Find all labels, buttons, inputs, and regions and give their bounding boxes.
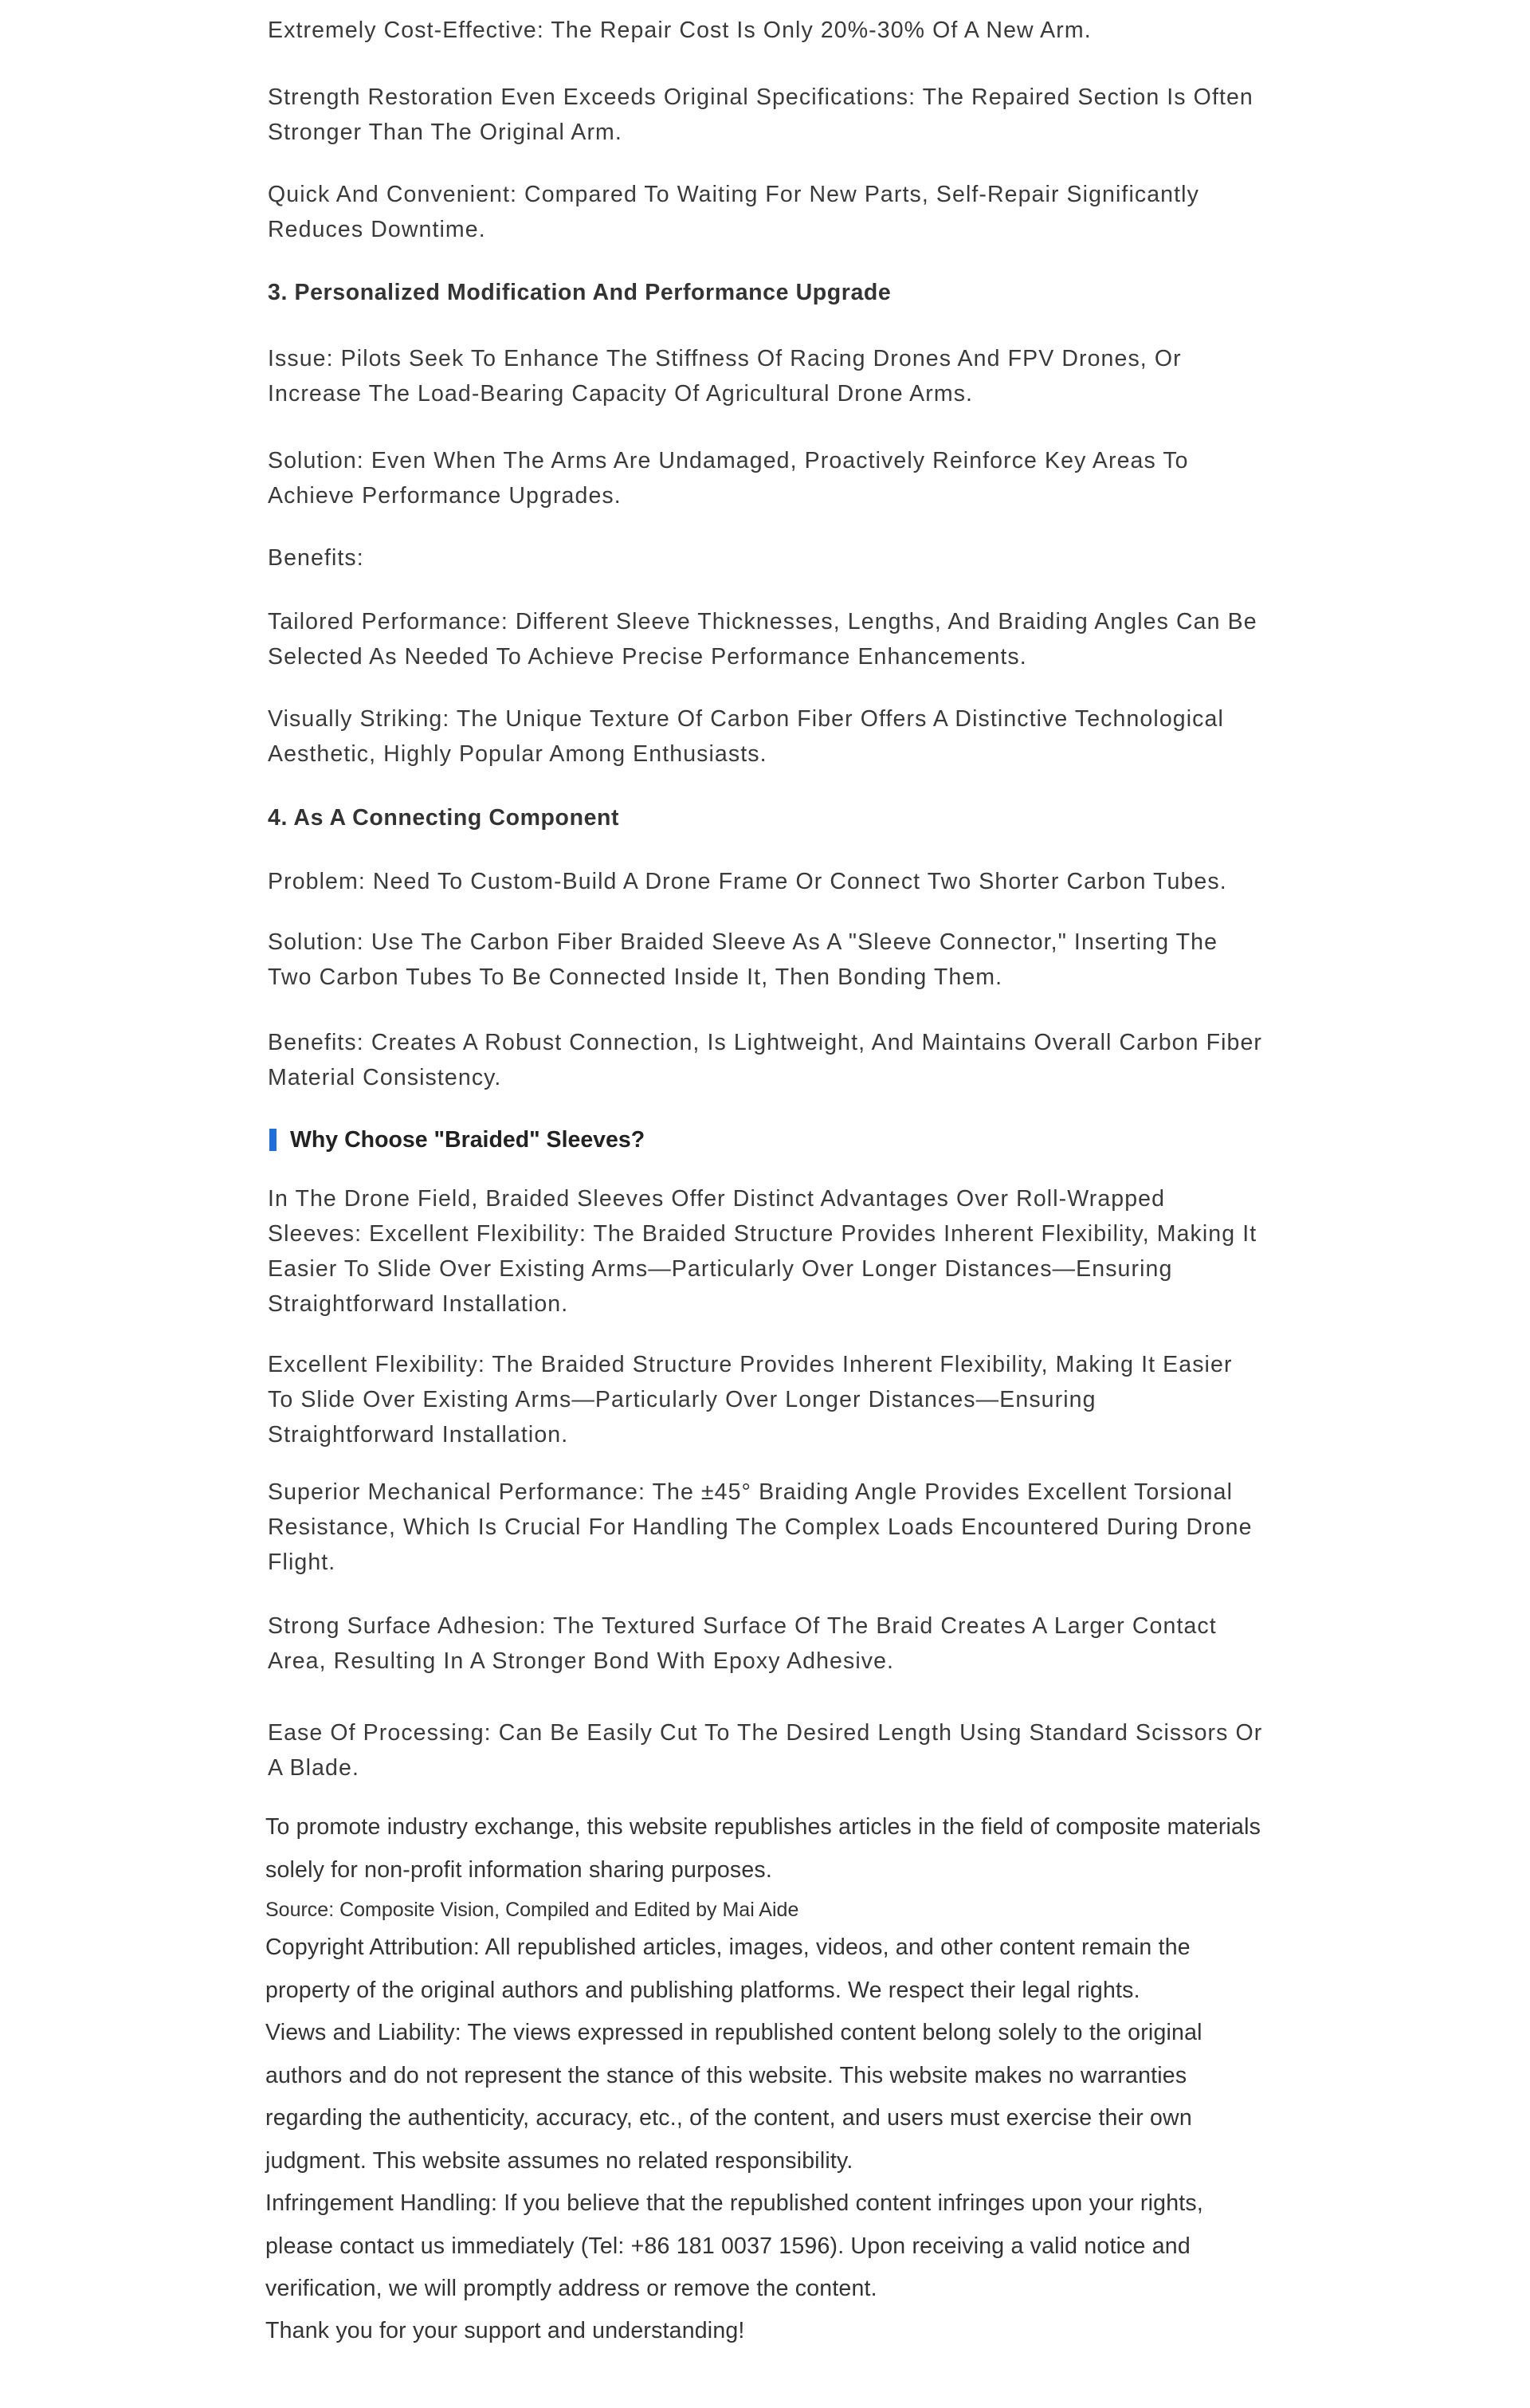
paragraph-benefits-3: Benefits:: [268, 545, 364, 571]
paragraph-solution-4: Solution: Use The Carbon Fiber Braided Sleeve As A "Sleeve Connector," Inserting The Two Carbon Tubes To Be Connected Inside It, Then Bonding Them.: [268, 929, 1218, 990]
footer-views-liability: Views and Liability: The views expressed in republished content belong solely to the original authors and do not represent the stance of this website. This website makes no warranties regarding the authenticity, accuracy, etc., of the content, and users must exercise their own judgment. This website assumes no related responsibility.: [265, 2020, 1202, 2174]
paragraph-quick-convenient: Quick And Convenient: Compared To Waiting For New Parts, Self-Repair Significantly Reduces Downtime.: [268, 182, 1199, 242]
heading-why-braided-text: Why Choose "Braided" Sleeves?: [290, 1127, 645, 1153]
paragraph-surface-adhesion: Strong Surface Adhesion: The Textured Surface Of The Braid Creates A Larger Contact Area, Resulting In A Stronger Bond With Epoxy Adhesive.: [268, 1613, 1217, 1674]
paragraph-visually-striking: Visually Striking: The Unique Texture Of Carbon Fiber Offers A Distinctive Technological Aesthetic, Highly Popular Among Enthusiasts.: [268, 706, 1224, 767]
heading-accent-bar: [269, 1129, 277, 1151]
paragraph-strength-restoration: Strength Restoration Even Exceeds Original Specifications: The Repaired Section Is Often Stronger Than The Original Arm.: [268, 84, 1253, 145]
paragraph-cost-effective: Extremely Cost-Effective: The Repair Cost Is Only 20%-30% Of A New Arm.: [268, 18, 1092, 43]
paragraph-problem: Problem: Need To Custom-Build A Drone Frame Or Connect Two Shorter Carbon Tubes.: [268, 869, 1227, 894]
paragraph-mechanical-performance: Superior Mechanical Performance: The ±45° Braiding Angle Provides Excellent Torsional Resistance, Which Is Crucial For Handling The Complex Loads Encountered During Drone Flight.: [268, 1479, 1253, 1575]
paragraph-excellent-flexibility: Excellent Flexibility: The Braided Structure Provides Inherent Flexibility, Making It Easier To Slide Over Existing Arms—Particularly Over Longer Distances—Ensuring Straightforward Installation.: [268, 1352, 1233, 1448]
footer-infringement: Infringement Handling: If you believe that the republished content infringes upon your rights, please contact us immediately (Tel: +86 181 0037 1596). Upon receiving a valid notice and verification, we will promptly address or remove the content.: [265, 2190, 1203, 2301]
paragraph-benefits-4: Benefits: Creates A Robust Connection, Is Lightweight, And Maintains Overall Carbon Fiber Material Consistency.: [268, 1030, 1263, 1090]
footer-promote-notice: To promote industry exchange, this website republishes articles in the field of composite materials solely for non-profit information sharing purposes.: [265, 1814, 1261, 1883]
paragraph-ease-of-processing: Ease Of Processing: Can Be Easily Cut To The Desired Length Using Standard Scissors Or A Blade.: [268, 1720, 1263, 1781]
paragraph-issue: Issue: Pilots Seek To Enhance The Stiffness Of Racing Drones And FPV Drones, Or Increase The Load-Bearing Capacity Of Agricultural Drone Arms.: [268, 346, 1182, 407]
paragraph-solution-3: Solution: Even When The Arms Are Undamaged, Proactively Reinforce Key Areas To Achieve Performance Upgrades.: [268, 448, 1189, 509]
footer-copyright: Copyright Attribution: All republished articles, images, videos, and other content remain the property of the original authors and publishing platforms. We respect their legal rights.: [265, 1935, 1191, 2003]
paragraph-tailored-performance: Tailored Performance: Different Sleeve Thicknesses, Lengths, And Braiding Angles Can Be Selected As Needed To Achieve Precise Performance Enhancements.: [268, 609, 1257, 670]
heading-section-4: 4. As A Connecting Component: [268, 805, 620, 831]
footer-thanks: Thank you for your support and understanding!: [265, 2318, 745, 2343]
heading-section-3: 3. Personalized Modification And Performance Upgrade: [268, 280, 892, 305]
footer-source: Source: Composite Vision, Compiled and Edited by Mai Aide: [265, 1899, 799, 1921]
paragraph-drone-field-intro: In The Drone Field, Braided Sleeves Offer Distinct Advantages Over Roll-Wrapped Sleeves: Excellent Flexibility: The Braided Structure Provides Inherent Flexibility, Making It Easier To Slide Over Existing Arms—Particularly Over Longer Distances—Ensuring Straightforward Installation.: [268, 1186, 1257, 1317]
heading-why-braided: [268, 1122, 1264, 1157]
